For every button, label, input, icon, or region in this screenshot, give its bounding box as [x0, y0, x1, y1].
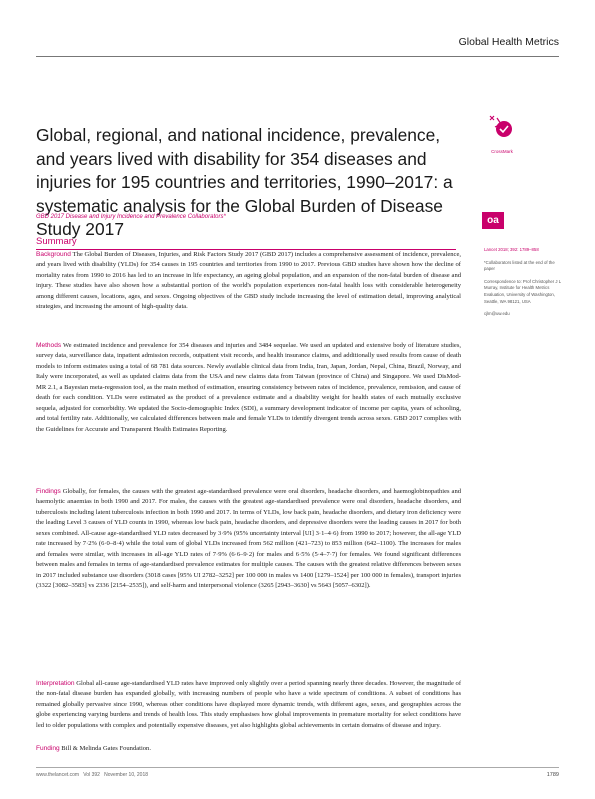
footer-rule — [36, 767, 559, 768]
abstract-methods — [36, 341, 461, 436]
section-text: Globally, for females, the causes with the greatest age-standardised prevalence were oral disorders, headache disorders, and haemoglobinopathies and haemolytic anaemias in both 1990 and 2017. For males, the causes with the greatest age-standardised prevalence were oral disorders, headache disorders, and tuberculosis including latent tuberculosis infection in both 1990 and 2017. In terms of YLDs, low back pain, headache disorders, and dietary iron deficiency were the leading Level 3 causes of YLD counts in 1990, whereas low back pain, headache disorders, and depressive disorders were the leading causes in 2017 for both sexes combined. All-cause age-standardised YLD rates decreased by 3·9% (95% uncertainty interval [UI] 3·1–4·6) from 1990 to 2017; however, the all-age YLD rate increased by 7·2% (6·0–8·4) while the total sum of global YLDs increased from 562 million (421–723) to 853 million (642–1100). The increases for males and females were similar, with increases in all-age YLD rates of 7·9% (6·6–9·2) for males and 6·5% (5·4–7·7) for females. We found significant differences between males and females in terms of age-standardised prevalence estimates for multiple causes. The causes with the greatest relative differences between sexes in 2017 included substance use disorders (3018 cases [95% UI 2782–3252] per 100 000 in males vs 1400 [1279–1524] per 100 000 in females), transport injuries (3322 [3082–3583] vs 2336 [2154–2535]), and self-harm and interpersonal violence (3265 [2943–3630] vs 5643 [5057–6302]). — [36, 487, 461, 590]
header-rule — [36, 56, 559, 57]
crossmark-icon — [484, 114, 520, 142]
section-label: Interpretation — [36, 679, 75, 687]
section-label: Funding — [36, 744, 60, 752]
section-label: Findings — [36, 487, 61, 495]
author-group[interactable]: GBD 2017 Disease and Injury Incidence and Prevalence Collaborators* — [36, 214, 226, 220]
article-title: Global, regional, and national incidence, prevalence, and years lived with disability for 354 diseases and injuries for 195 countries and territories, 1990–2017: a systematic analysis for the Global Burden of Disease Study 2017 — [36, 125, 453, 239]
open-access-badge: oa — [482, 212, 504, 229]
correspondence-email[interactable]: cjlm@uw.edu — [484, 311, 510, 317]
abstract-interpretation — [36, 679, 461, 732]
page-number: 1789 — [546, 772, 559, 778]
abstract-funding — [36, 744, 461, 755]
crossmark-label: CrossMark — [491, 149, 513, 154]
crossmark-badge[interactable] — [484, 114, 520, 154]
section-text: Global all-cause age-standardised YLD rates have improved only slightly over a period spanning nearly three decades. However, the magnitude of the non-fatal disease burden has expanded globally, with increasing numbers of people who have a wide spectrum of conditions. A subset of conditions has remained globally pervasive since 1990, whereas other conditions have displayed more dynamic trends, with different ages, sexes, and geographies across the globe experiencing varying burdens and trends of health loss. This study emphasises how global improvements in premature mortality for select conditions have led to older populations with complex and potentially expensive diseases, yet also highlights global achievements in certain domains of disease and injury. — [36, 679, 461, 729]
summary-heading: Summary — [36, 236, 77, 247]
footer-journal-info: www.thelancet.com Vol 392 November 10, 2018 — [36, 772, 149, 778]
section-text: We estimated incidence and prevalence for 354 diseases and injuries and 3484 sequelae. We used an updated and extensive body of literature studies, survey data, surveillance data, inpatient admission records, outpatient visit records, and health insurance claims, and additionally used results from cause of death models to inform estimates using a total of 68 781 data sources. Newly available clinical data from India, Iran, Japan, Jordan, Nepal, China, Brazil, Norway, and Italy were incorporated, as well as updated claims data from the USA and new claims data from Taiwan (province of China) and Singapore. We used DisMod-MR 2.1, a Bayesian meta-regression tool, as the main method of estimation, ensuring consistency between rates of incidence, prevalence, remission, and cause of death for each condition. YLDs were estimated as the product of a prevalence estimate and a disability weight for health states of each mutually exclusive sequela, adjusted for comorbidity. We updated the Socio-demographic Index (SDI), a summary development indicator of income per capita, years of schooling, and total fertility rate. Additionally, we calculated differences between male and female YLDs to identify divergent trends across sexes. GBD 2017 complies with the Guidelines for Accurate and Transparent Health Estimates Reporting. — [36, 341, 461, 433]
section-label: Background — [36, 250, 71, 258]
sidebar — [484, 247, 562, 324]
collaborator-note: *Collaborators listed at the end of the paper — [484, 259, 555, 272]
section-text: The Global Burden of Diseases, Injuries, and Risk Factors Study 2017 (GBD 2017) includes a comprehensive assessment of incidence, prevalence, and years lived with disability (YLDs) for 354 causes in 195 countries and territories from 1990 to 2017. Previous GBD studies have shown how the decline of mortality rates from 1990 to 2016 has led to an increase in life expectancy, an ageing global population, and an expansion of the non-fatal burden of disease and injury. These studies have also shown how a substantial portion of the world's population experiences non-fatal health loss with considerable heterogeneity among different causes, locations, ages, and sexes. Ongoing objectives of the GBD study include increasing the level of estimation detail, improving analytical strategies, and increasing the amount of high-quality data. — [36, 250, 461, 311]
section-label: Methods — [36, 341, 62, 349]
abstract-findings — [36, 487, 461, 592]
section-text: Bill & Melinda Gates Foundation. — [59, 744, 151, 752]
citation: Lancet 2018; 392: 1789–858 — [484, 247, 539, 252]
journal-section-label: Global Health Metrics — [458, 36, 559, 48]
abstract-background — [36, 250, 461, 313]
correspondence: Correspondence to: Prof Christopher J L Murray, Institute for Health Metrics Evaluation, University of Washington, Seattle, WA 98121, USA — [484, 278, 561, 304]
